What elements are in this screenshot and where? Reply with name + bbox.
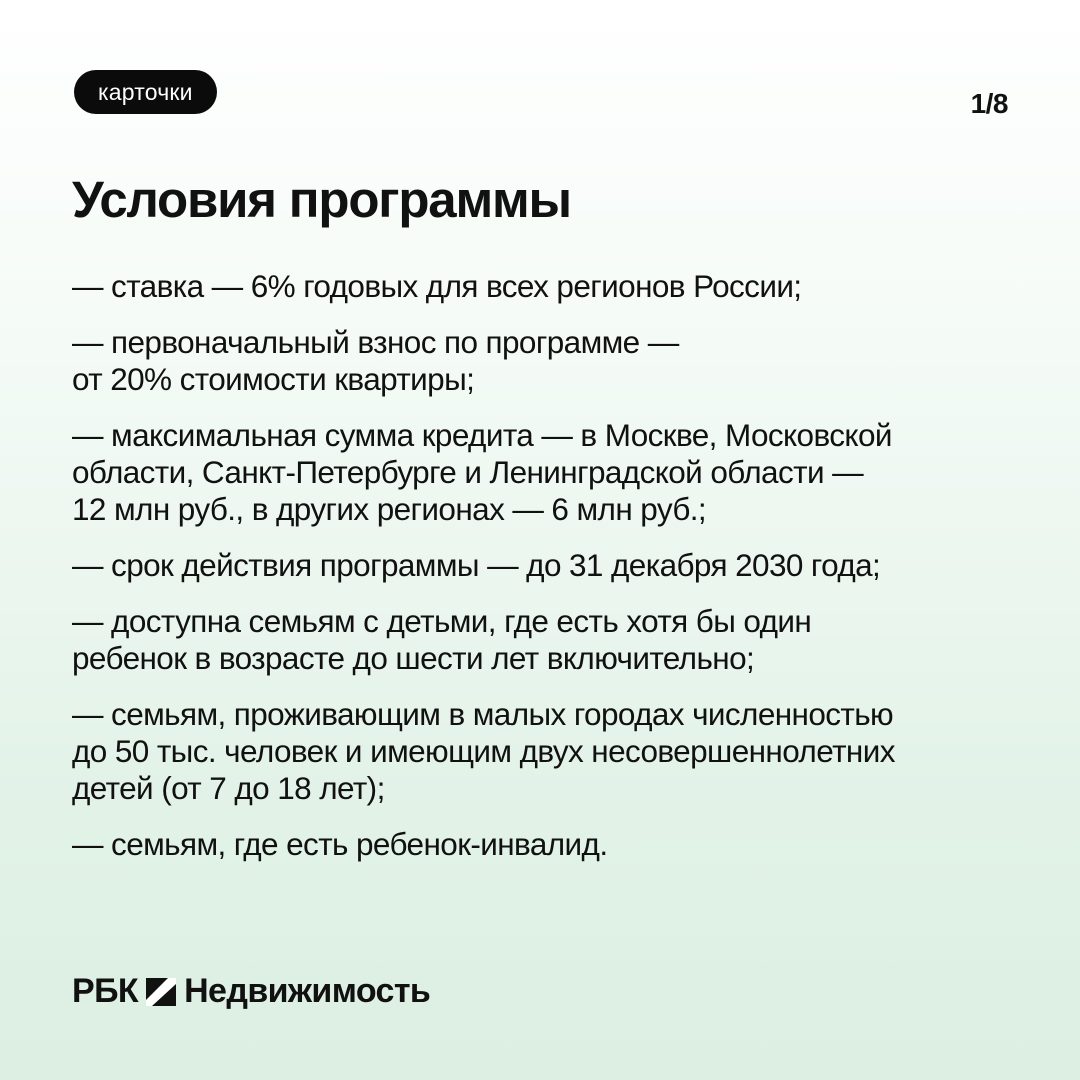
condition-item: — ставка — 6% годовых для всех регионов России; (72, 268, 802, 304)
condition-item: — семьям, где есть ребенок-инвалид. (72, 826, 608, 862)
conditions-list (72, 268, 1022, 882)
condition-item: — максимальная сумма кредита — в Москве, Московской области, Санкт-Петербурге и Ленинградской области — 12 млн руб., в других регионах — 6 млн руб.; (72, 417, 892, 527)
page-counter: 1/8 (970, 88, 1008, 119)
brand-section-name: Недвижимость (184, 972, 431, 1010)
brand-logo (72, 972, 430, 1011)
condition-item: — семьям, проживающим в малых городах численностью до 50 тыс. человек и имеющим двух несовершеннолетних детей (от 7 до 18 лет); (72, 696, 895, 806)
condition-item: — доступна семьям с детьми, где есть хотя бы один ребенок в возрасте до шести лет включительно; (72, 603, 812, 676)
rbc-logo-text: РБК (72, 972, 139, 1010)
condition-item: — первоначальный взнос по программе — от 20% стоимости квартиры; (72, 324, 679, 397)
condition-item: — срок действия программы — до 31 декабря 2030 года; (72, 547, 881, 583)
rbc-slash-icon (146, 978, 176, 1006)
category-tag: карточки (74, 70, 217, 114)
page-title: Условия программы (72, 171, 571, 228)
